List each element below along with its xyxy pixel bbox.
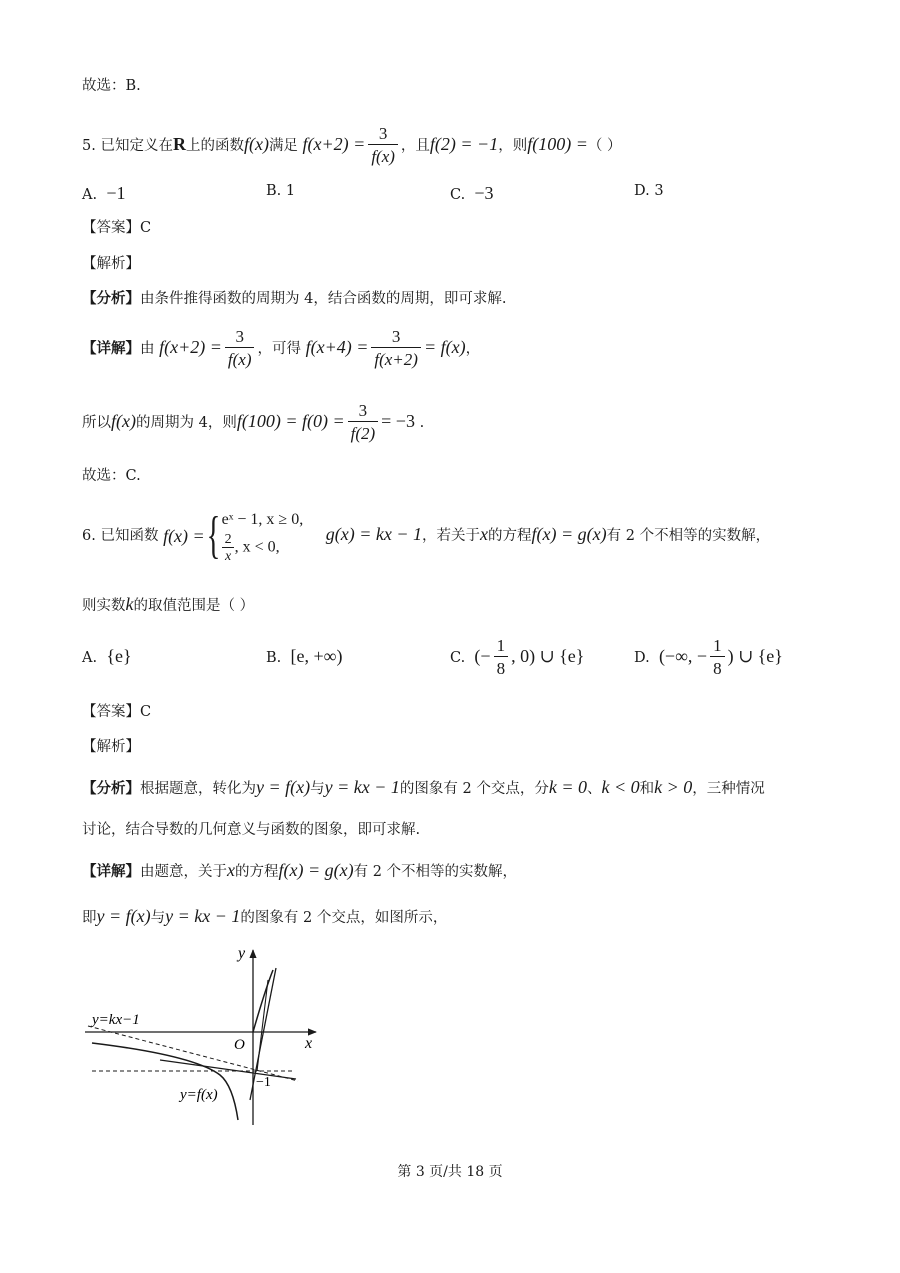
x-axis-label: x xyxy=(305,1035,313,1052)
q5-d-mid: ，可得 xyxy=(257,341,301,357)
q6-k: k xyxy=(125,594,134,614)
q6-text2: 的方程 xyxy=(488,528,532,544)
q5-eq-frac xyxy=(368,124,398,168)
q6-case2-num: 2 xyxy=(224,532,232,547)
q5-eq-lhs: f(x+2) = xyxy=(302,134,366,154)
q5-line2-lhs: f(100) = f(0) = xyxy=(236,411,345,431)
q5-line2-den: f(2) xyxy=(348,421,379,445)
q5-line2-rhs: = −3 xyxy=(381,411,415,431)
q6-fenxi-a: 根据题意，转化为 xyxy=(140,781,256,797)
q5-detail-pre: 由 xyxy=(140,341,155,357)
page-footer: 第 3 页/共 18 页 xyxy=(397,1164,503,1180)
q5-fenxi xyxy=(82,289,506,309)
q6-option-c-den: 8 xyxy=(494,656,509,680)
q6-option-d-post: ) ∪ {e} xyxy=(727,646,783,666)
q5-option-d-value: 3 xyxy=(654,183,664,199)
q6-eq: f(x) = g(x) xyxy=(531,524,607,544)
q6-detail xyxy=(82,859,840,883)
q6-fenxi-m3: k = 0 xyxy=(548,777,587,797)
q6-fenxi-m5: k > 0 xyxy=(654,777,693,797)
q5-text3: ，且 xyxy=(400,138,430,154)
q5-fenxi-text: 由条件推得函数的周期为 4，结合函数的周期，即可求解. xyxy=(140,291,507,307)
q5-cond: f(2) = −1 xyxy=(429,134,499,154)
q6-f-lhs: f(x) = xyxy=(163,526,205,546)
q5-text4: ，则 xyxy=(498,138,528,154)
q5-option-b-key: B. xyxy=(266,183,282,199)
q6-line3-a: 即 xyxy=(82,910,97,926)
q6-fenxi-m1: y = f(x) xyxy=(256,777,311,797)
q6-option-b-key: B. xyxy=(266,650,282,666)
q6-detail-tag: 【详解】 xyxy=(82,863,140,880)
q6-option-a[interactable] xyxy=(82,646,132,667)
q5-option-c-key: C. xyxy=(450,187,466,203)
q5-line2-mid: 的周期为 4，则 xyxy=(135,415,237,431)
fx-left-branch xyxy=(92,1043,238,1120)
q5-option-a-value: −1 xyxy=(106,183,126,203)
q6-text3: 有 2 个不相等的实数解， xyxy=(606,528,771,544)
q6-case2-den: x xyxy=(222,547,234,564)
q6-g-def: g(x) = kx − 1 xyxy=(325,524,423,544)
q5-option-d-key: D. xyxy=(634,183,650,199)
q5-eq-den: f(x) xyxy=(368,144,398,168)
q6-detail-b: 的方程 xyxy=(235,864,279,880)
line-k-negative xyxy=(160,1060,296,1079)
q6-option-d-den: 8 xyxy=(710,656,725,680)
q6-fenxi-tag: 【分析】 xyxy=(82,780,140,797)
q5-d-frac1 xyxy=(225,327,255,371)
q6-option-a-value: {e} xyxy=(106,646,132,666)
q5-text2: 满足 xyxy=(268,138,298,154)
q6-case2-tail: , x < 0, xyxy=(234,538,280,556)
q5-option-c-value: −3 xyxy=(474,183,494,203)
q6-detail-x: x xyxy=(227,860,235,880)
tick-minus-one: −1 xyxy=(256,1075,271,1090)
q5-option-b-value: 1 xyxy=(285,183,296,199)
q6-fenxi-d: 、 xyxy=(586,781,602,797)
q6-detail-a: 由题意，关于 xyxy=(140,864,227,880)
q6-cases xyxy=(222,508,304,564)
q5-prefix: 5. 已知定义在 xyxy=(82,138,173,154)
q5-paren: （ ） xyxy=(587,138,622,154)
q5-d-num1: 3 xyxy=(235,327,244,346)
q5-option-b[interactable] xyxy=(266,183,295,199)
q6-fenxi xyxy=(82,776,840,800)
q5-d-frac2 xyxy=(371,327,421,371)
tangent-dashed xyxy=(88,1026,298,1081)
q5-d-rhs2: = f(x) xyxy=(423,337,466,357)
curve-label: y=f(x) xyxy=(180,1087,218,1103)
q5-conclusion: 故选：C. xyxy=(82,468,141,484)
q6-line3-m2: y = kx − 1 xyxy=(165,906,241,926)
q6-option-c-frac xyxy=(494,636,509,680)
q6-prefix: 6. 已知函数 xyxy=(82,528,159,544)
q5-d-den2: f(x+2) xyxy=(371,347,421,371)
q6-option-b[interactable] xyxy=(266,646,342,667)
q6-option-d-num: 1 xyxy=(713,636,722,655)
q5-set-r: R xyxy=(172,134,186,154)
q5-fx: f(x) xyxy=(243,134,269,154)
q5-answer: 【答案】C xyxy=(82,220,152,236)
q5-stem xyxy=(82,124,840,168)
line-label: y=kx−1 xyxy=(92,1012,140,1028)
q5-d-lhs2: f(x+4) = xyxy=(305,337,369,357)
q6-option-d-key: D. xyxy=(634,650,650,666)
q6-detail-c: 有 2 个不相等的实数解， xyxy=(353,864,518,880)
q6-text1: ，若关于 xyxy=(422,528,481,544)
q5-option-a[interactable] xyxy=(82,183,125,204)
q5-fenxi-tag: 【分析】 xyxy=(82,290,140,307)
y-axis-label: y xyxy=(238,945,246,962)
q6-option-d[interactable] xyxy=(634,636,783,680)
q6-line3-m1: y = f(x) xyxy=(96,906,151,926)
q5-option-c[interactable] xyxy=(450,183,494,204)
q5-d-den1: f(x) xyxy=(225,347,255,371)
q6-case2-frac xyxy=(222,532,235,564)
q6-fenxi-line2: 讨论，结合导数的几何意义与函数的图象，即可求解. xyxy=(82,822,421,838)
q5-line2-end: . xyxy=(419,415,425,431)
q6-fenxi-m4: k < 0 xyxy=(601,777,640,797)
q6-option-c-num: 1 xyxy=(496,636,506,655)
q5-eq-num: 3 xyxy=(378,124,388,143)
q5-analysis-head: 【解析】 xyxy=(82,256,140,272)
q6-option-c-pre: (− xyxy=(474,646,491,666)
q6-graph xyxy=(80,940,330,1130)
q5-text1: 上的函数 xyxy=(185,138,244,154)
q6-line2-pre: 则实数 xyxy=(82,598,126,614)
q5-period xyxy=(82,401,840,445)
q5-ask: f(100) = xyxy=(527,134,588,154)
q6-line2-post: 的取值范围是（ ） xyxy=(133,598,255,614)
q5-option-d[interactable] xyxy=(634,183,664,199)
q6-brace: { xyxy=(206,507,221,564)
q6-fenxi-c: 的图象有 2 个交点，分 xyxy=(399,781,549,797)
q6-answer: 【答案】C xyxy=(82,704,152,720)
q6-fenxi-f: ，三种情况 xyxy=(692,781,765,797)
q6-x: x xyxy=(480,524,489,544)
q5-d-num2: 3 xyxy=(391,327,401,346)
q6-option-b-value: [e, +∞) xyxy=(290,646,343,666)
q6-intersections xyxy=(82,905,840,929)
q6-case2 xyxy=(222,532,304,564)
line-k-steep xyxy=(257,980,268,1071)
q6-piecewise xyxy=(163,508,303,564)
q6-option-a-key: A. xyxy=(82,650,98,666)
q6-option-d-frac xyxy=(710,636,725,680)
origin-label: O xyxy=(234,1037,245,1053)
q6-fenxi-b: 与 xyxy=(310,781,325,797)
q6-option-d-pre: (−∞, − xyxy=(658,646,708,666)
q5-d-end: ， xyxy=(465,341,481,357)
q6-line3-b: 与 xyxy=(150,910,166,926)
prev-conclusion: 故选：B. xyxy=(82,78,141,94)
q5-detail xyxy=(82,327,840,371)
q6-case1: eˣ − 1, x ≥ 0, xyxy=(221,511,304,528)
q5-line2-frac xyxy=(348,401,379,445)
q6-option-c-post: , 0) ∪ {e} xyxy=(511,646,585,666)
q6-option-c-key: C. xyxy=(450,650,466,666)
q6-fenxi-m2: y = kx − 1 xyxy=(324,777,400,797)
q6-stem-line2 xyxy=(82,594,254,616)
q6-line3-c: 的图象有 2 个交点，如图所示， xyxy=(240,910,448,926)
q5-detail-tag: 【详解】 xyxy=(82,340,140,357)
q5-line2-pre: 所以 xyxy=(82,415,111,431)
q5-line2-num: 3 xyxy=(358,401,368,420)
q6-analysis-head: 【解析】 xyxy=(82,739,140,755)
q6-fenxi-e: 和 xyxy=(639,781,655,797)
q5-line2-fx: f(x) xyxy=(111,411,136,431)
q6-option-c[interactable] xyxy=(450,636,584,680)
q5-d-lhs1: f(x+2) = xyxy=(159,337,222,357)
q5-option-a-key: A. xyxy=(82,187,98,203)
q6-detail-eq: f(x) = g(x) xyxy=(278,860,354,880)
q6-stem xyxy=(82,508,840,564)
